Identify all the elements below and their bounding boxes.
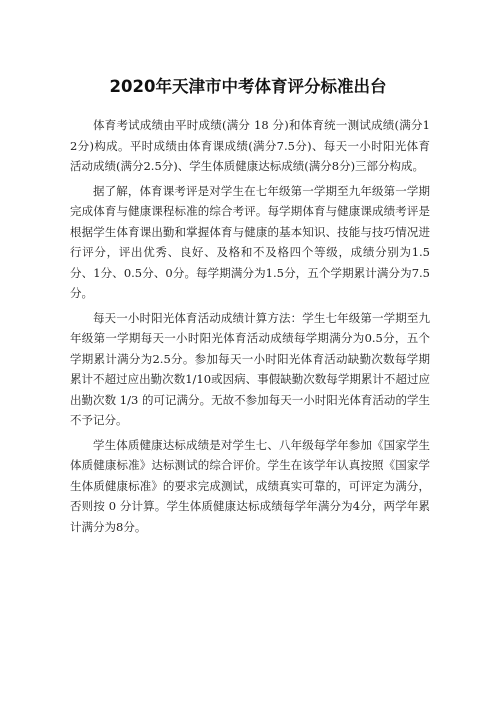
paragraph-overview: 体育考试成绩由平时成绩(满分 18 分)和体育统一测试成绩(满分12分)构成。平时成绩由体育课成绩(满分7.5分)、每天一小时阳光体育活动成绩(满分2.5分)、学生体质健康达标成绩(满分8分)三部分构成。 [70, 118, 430, 173]
paragraph-sunshine-activity: 每天一小时阳光体育活动成绩计算方法：学生七年级第一学期至九年级第一学期每天一小时阳光体育活动成绩每学期满分为0.5分，五个学期累计满分为2.5分。参加每天一小时阳光体育活动缺勤次数每学期累计不超过应出勤次数1/10或因病、事假缺勤次数每学期累计不超过应出勤次数 1/3 的可记满分。无故不参加每天一小时阳光体育活动的学生不予记分。 [70, 310, 430, 427]
document-body [70, 115, 430, 541]
paragraph-pe-class: 据了解，体育课考评是对学生在七年级第一学期至九年级第一学期完成体育与健康课程标准的综合考评。每学期体育与健康课成绩考评是根据学生体育课出勤和掌握体育与健康的基本知识、技能与技巧情况进行评分，评出优秀、良好、及格和不及格四个等级，成绩分别为1.5分、1分、0.5分、0分。每学期满分为1.5分，五个学期累计满分为7.5分。 [70, 183, 430, 300]
paragraph-fitness-standard: 学生体质健康达标成绩是对学生七、八年级每学年参加《国家学生体质健康标准》达标测试的综合评价。学生在该学年认真按照《国家学生体质健康标准》的要求完成测试，成绩真实可靠的，可评定为满分，否则按 0 分计算。学生体质健康达标成绩每学年满分为4分，两学年累计满分为8分。 [70, 437, 430, 534]
document-title: 2020年天津市中考体育评分标准出台 [109, 77, 387, 96]
